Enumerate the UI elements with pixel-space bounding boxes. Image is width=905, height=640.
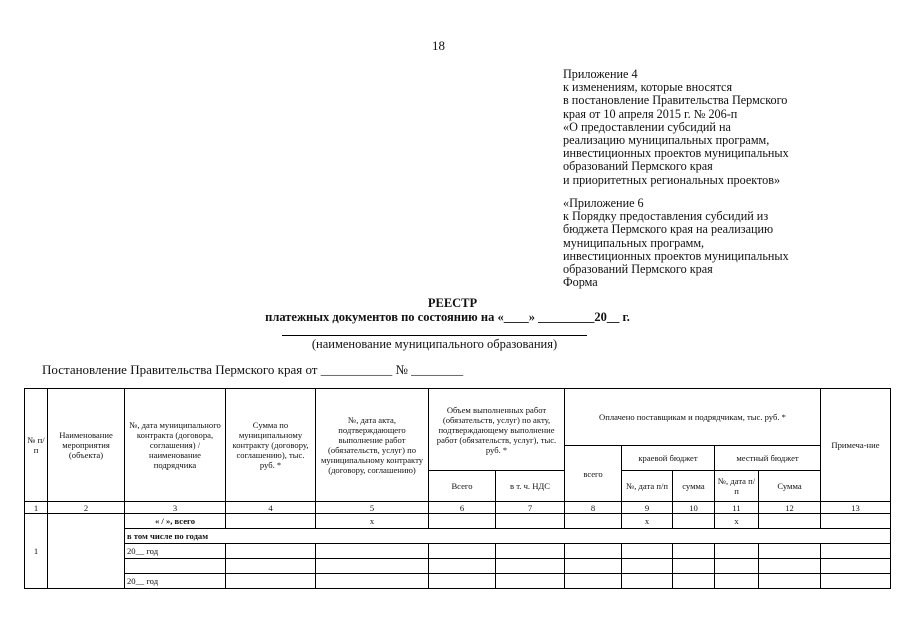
document-title-block: [0, 296, 905, 324]
cell: [622, 544, 673, 559]
header-paid-all: всего: [565, 446, 622, 502]
cell: [316, 574, 429, 589]
appendix-header: [563, 68, 893, 187]
cell: [715, 574, 759, 589]
appendix-line: «О предоставлении субсидий на: [563, 119, 731, 134]
cell: [622, 559, 673, 574]
header-contract: №, дата муниципального контракта (договора, соглашения) / наименование подрядчика: [125, 389, 226, 502]
header-name: Наименование мероприятия (объекта): [48, 389, 125, 502]
cell: [821, 574, 891, 589]
cell: [226, 574, 316, 589]
header-local-sum: Сумма: [759, 471, 821, 502]
cell: [565, 574, 622, 589]
appendix-line: Приложение 4: [563, 67, 638, 81]
cell: [622, 574, 673, 589]
cell: [316, 544, 429, 559]
cell: [565, 514, 622, 529]
cell: [226, 514, 316, 529]
header-local-budget: местный бюджет: [715, 446, 821, 471]
col-number: 5: [316, 502, 429, 514]
cell: [715, 559, 759, 574]
appendix-sub-line: бюджета Пермского края на реализацию: [563, 222, 774, 237]
cell: [759, 544, 821, 559]
col-number: 7: [496, 502, 565, 514]
document-title: РЕЕСТР: [427, 296, 478, 310]
header-contract-sum: Сумма по муниципальному контракту (договору, соглашению), тыс. руб. *: [226, 389, 316, 502]
col-number: 12: [759, 502, 821, 514]
row-years-label: в том числе по годам: [125, 529, 891, 544]
cell: [673, 559, 715, 574]
col-number: 6: [429, 502, 496, 514]
header-volume-total: Всего: [429, 471, 496, 502]
page-number: 18: [432, 38, 445, 53]
cell: [673, 514, 715, 529]
cell: [125, 559, 226, 574]
appendix-line: края от 10 апреля 2015 г. № 206-п: [563, 106, 738, 121]
header-paid: Оплачено поставщикам и подрядчикам, тыс. руб. *: [565, 389, 821, 446]
cell: [496, 544, 565, 559]
header-regional-sum: сумма: [673, 471, 715, 502]
cell: [226, 544, 316, 559]
appendix-sub-line: «Приложение 6: [563, 196, 644, 210]
mark-x: х: [622, 514, 673, 529]
appendix-line: к изменениям, которые вносятся: [563, 80, 733, 95]
appendix-sub-line: муниципальных программ,: [563, 235, 705, 250]
header-local-numdate: №, дата п/п: [715, 471, 759, 502]
header-regional-budget: краевой бюджет: [622, 446, 715, 471]
cell: [759, 574, 821, 589]
cell: [821, 514, 891, 529]
cell: [496, 559, 565, 574]
row-name-cell: [48, 514, 125, 589]
col-number: 8: [565, 502, 622, 514]
cell: [226, 559, 316, 574]
appendix-sub-line: инвестиционных проектов муниципальных: [563, 248, 789, 263]
header-volume: Объем выполненных работ (обязательств, услуг) по акту, подтверждающему выполнение работ (обязательств, услуг), тыс. руб. *: [429, 389, 565, 471]
year-label: 20__ год: [125, 544, 226, 559]
cell: [673, 574, 715, 589]
col-number: 13: [821, 502, 891, 514]
document-subtitle: платежных документов по состоянию на «____» _________20__ г.: [265, 310, 630, 324]
mark-x: х: [715, 514, 759, 529]
appendix-sub-line: к Порядку предоставления субсидий из: [563, 209, 769, 224]
cell: [759, 559, 821, 574]
municipality-caption: (наименование муниципального образования): [311, 337, 558, 351]
col-number: 2: [48, 502, 125, 514]
appendix-sub: [563, 197, 893, 289]
cell: [429, 559, 496, 574]
header-note: Примеча-ние: [821, 389, 891, 502]
col-number: 1: [25, 502, 48, 514]
cell: [496, 574, 565, 589]
year-label: 20__ год: [125, 574, 226, 589]
cell: [565, 544, 622, 559]
appendix-sub-line: Форма: [563, 275, 598, 290]
municipality-line: [282, 335, 587, 336]
col-number: 3: [125, 502, 226, 514]
header-regional-numdate: №, дата п/п: [622, 471, 673, 502]
col-number: 11: [715, 502, 759, 514]
appendix-line: и приоритетных региональных проектов»: [563, 172, 781, 187]
decree-line: Постановление Правительства Пермского края от ___________ № ________: [42, 362, 464, 377]
cell: [759, 514, 821, 529]
col-number: 9: [622, 502, 673, 514]
appendix-line: образований Пермского края: [563, 159, 713, 174]
appendix-line: инвестиционных проектов муниципальных: [563, 146, 789, 161]
cell: [316, 559, 429, 574]
col-number: 10: [673, 502, 715, 514]
mark-x: х: [316, 514, 429, 529]
registry-table: [24, 388, 891, 589]
header-volume-vat: в т. ч. НДС: [496, 471, 565, 502]
appendix-line: в постановление Правительства Пермского: [563, 93, 788, 108]
cell: [429, 514, 496, 529]
header-act: №, дата акта, подтверждающего выполнение работ (обязательств, услуг) по муниципальному контракту (договору, соглашению): [316, 389, 429, 502]
cell: [821, 559, 891, 574]
cell: [496, 514, 565, 529]
col-number: 4: [226, 502, 316, 514]
cell: [565, 559, 622, 574]
cell: [821, 544, 891, 559]
row-total-label: « / », всего: [125, 514, 226, 529]
cell: [673, 544, 715, 559]
cell: [429, 544, 496, 559]
appendix-sub-line: образований Пермского края: [563, 262, 713, 277]
cell: [715, 544, 759, 559]
cell: [429, 574, 496, 589]
header-num: № п/п: [25, 389, 48, 502]
row-number: 1: [25, 514, 48, 589]
appendix-line: реализацию муниципальных программ,: [563, 133, 770, 148]
